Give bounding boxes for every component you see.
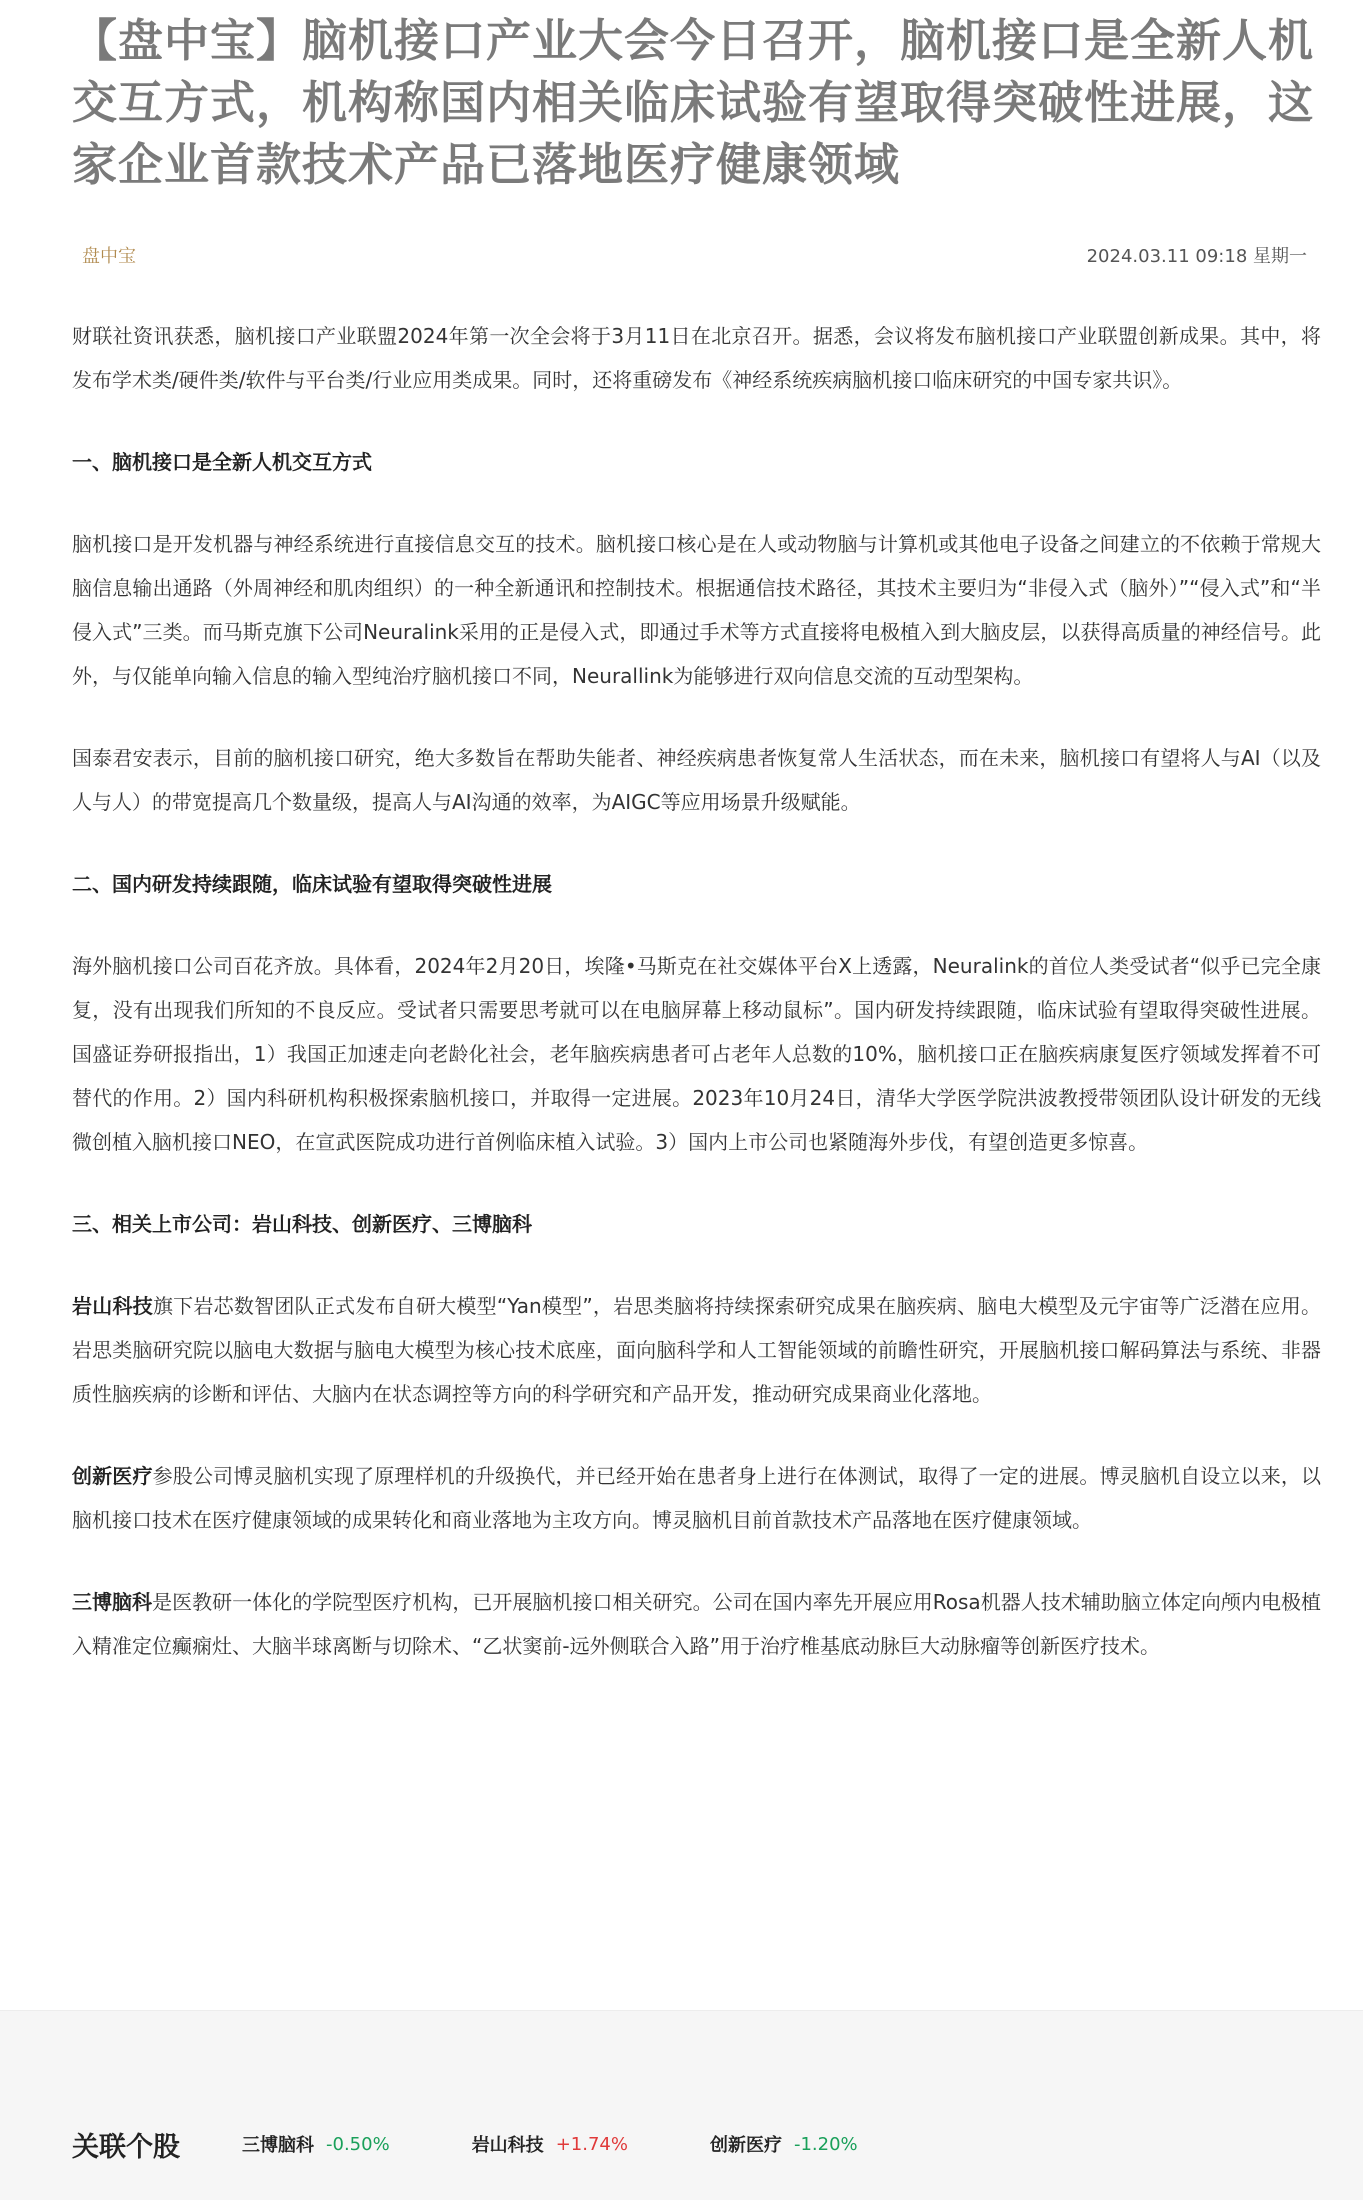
stock-change: -0.50%	[326, 2133, 390, 2155]
section-heading-2: 二、国内研发持续跟随，临床试验有望取得突破性进展	[72, 872, 552, 896]
company-paragraph-sanbo	[72, 1580, 1321, 1668]
section2-paragraph-1: 海外脑机接口公司百花齐放。具体看，2024年2月20日，埃隆•马斯克在社交媒体平台X上透露，Neuralink的首位人类受试者“似乎已完全康复，没有出现我们所知的不良反应。受试者只需要思考就可以在电脑屏幕上移动鼠标”。国内研发持续跟随，临床试验有望取得突破性进展。国盛证券研报指出，1）我国正加速走向老龄化社会，老年脑疾病患者可占老年人总数的10%，脑机接口正在脑疾病康复医疗领域发挥着不可替代的作用。2）国内科研机构积极探索脑机接口，并取得一定进展。2023年10月24日，清华大学医学院洪波教授带领团队设计研发的无线微创植入脑机接口NEO，在宣武医院成功进行首例临床植入试验。3）国内上市公司也紧随海外步伐，有望创造更多惊喜。	[72, 954, 1321, 1154]
company-paragraph-yanshan	[72, 1284, 1321, 1416]
company-paragraph-chuangxin	[72, 1454, 1321, 1542]
stock-change: +1.74%	[555, 2133, 628, 2155]
stock-name: 创新医疗	[709, 2135, 782, 2156]
stock-item-chuangxin[interactable]	[710, 2131, 858, 2157]
company-text-yanshan: 旗下岩芯数智团队正式发布自研大模型“Yan模型”，岩思类脑将持续探索研究成果在脑疾病、脑电大模型及元宇宙等广泛潜在应用。岩思类脑研究院以脑电大数据与脑电大模型为核心技术底座，面向脑科学和人工智能领域的前瞻性研究，开展脑机接口解码算法与系统、非器质性脑疾病的诊断和评估、大脑内在状态调控等方向的科学研究和产品开发，推动研究成果商业化落地。	[72, 1294, 1322, 1406]
article-source[interactable]: 盘中宝	[82, 246, 136, 267]
intro-paragraph: 财联社资讯获悉，脑机接口产业联盟2024年第一次全会将于3月11日在北京召开。据悉，会议将发布脑机接口产业联盟创新成果。其中，将发布学术类/硬件类/软件与平台类/行业应用类成果。同时，还将重磅发布《神经系统疾病脑机接口临床研究的中国专家共识》。	[72, 324, 1321, 392]
article-title: 【盘中宝】脑机接口产业大会今日召开，脑机接口是全新人机交互方式，机构称国内相关临床试验有望取得突破性进展，这家企业首款技术产品已落地医疗健康领域	[72, 14, 1315, 191]
stock-item-yanshan[interactable]	[472, 2131, 628, 2157]
related-stocks-band	[0, 2010, 1363, 2200]
stock-name: 三博脑科	[242, 2135, 314, 2156]
company-text-sanbo: 是医教研一体化的学院型医疗机构，已开展脑机接口相关研究。公司在国内率先开展应用Rosa机器人技术辅助脑立体定向颅内电极植入精准定位癫痫灶、大脑半球离断与切除术、“乙状窦前-远外侧联合入路”用于治疗椎基底动脉巨大动脉瘤等创新医疗技术。	[72, 1590, 1321, 1658]
stock-item-sanbo[interactable]	[242, 2131, 390, 2157]
related-stocks	[72, 2122, 940, 2166]
related-stocks-title: 关联个股	[72, 2131, 180, 2163]
section1-paragraph-1: 脑机接口是开发机器与神经系统进行直接信息交互的技术。脑机接口核心是在人或动物脑与计算机或其他电子设备之间建立的不依赖于常规大脑信息输出通路（外周神经和肌肉组织）的一种全新通讯和控制技术。根据通信技术路径，其技术主要归为“非侵入式（脑外）”“侵入式”和“半侵入式”三类。而马斯克旗下公司Neuralink采用的正是侵入式，即通过手术等方式直接将电极植入到大脑皮层，以获得高质量的神经信号。此外，与仅能单向输入信息的输入型纯治疗脑机接口不同，Neurallink为能够进行双向信息交流的互动型架构。	[72, 532, 1321, 688]
company-name-chuangxin: 创新医疗	[72, 1464, 153, 1488]
company-name-yanshan: 岩山科技	[72, 1294, 153, 1318]
article-body	[72, 314, 1321, 1668]
company-text-chuangxin: 参股公司博灵脑机实现了原理样机的升级换代，并已经开始在患者身上进行在体测试，取得了一定的进展。博灵脑机自设立以来，以脑机接口技术在医疗健康领域的成果转化和商业落地为主攻方向。博灵脑机目前首款技术产品落地在医疗健康领域。	[72, 1464, 1322, 1532]
article-meta	[72, 240, 1321, 270]
stock-change: -1.20%	[793, 2133, 858, 2155]
article-datetime: 2024.03.11 09:18 星期一	[1086, 246, 1307, 267]
section1-paragraph-2: 国泰君安表示，目前的脑机接口研究，绝大多数旨在帮助失能者、神经疾病患者恢复常人生活状态，而在未来，脑机接口有望将人与AI（以及人与人）的带宽提高几个数量级，提高人与AI沟通的效率，为AIGC等应用场景升级赋能。	[72, 746, 1321, 814]
company-name-sanbo: 三博脑科	[72, 1590, 153, 1614]
section-heading-1: 一、脑机接口是全新人机交互方式	[72, 450, 372, 474]
stock-name: 岩山科技	[471, 2135, 544, 2156]
section-heading-3: 三、相关上市公司：岩山科技、创新医疗、三博脑科	[72, 1212, 532, 1236]
